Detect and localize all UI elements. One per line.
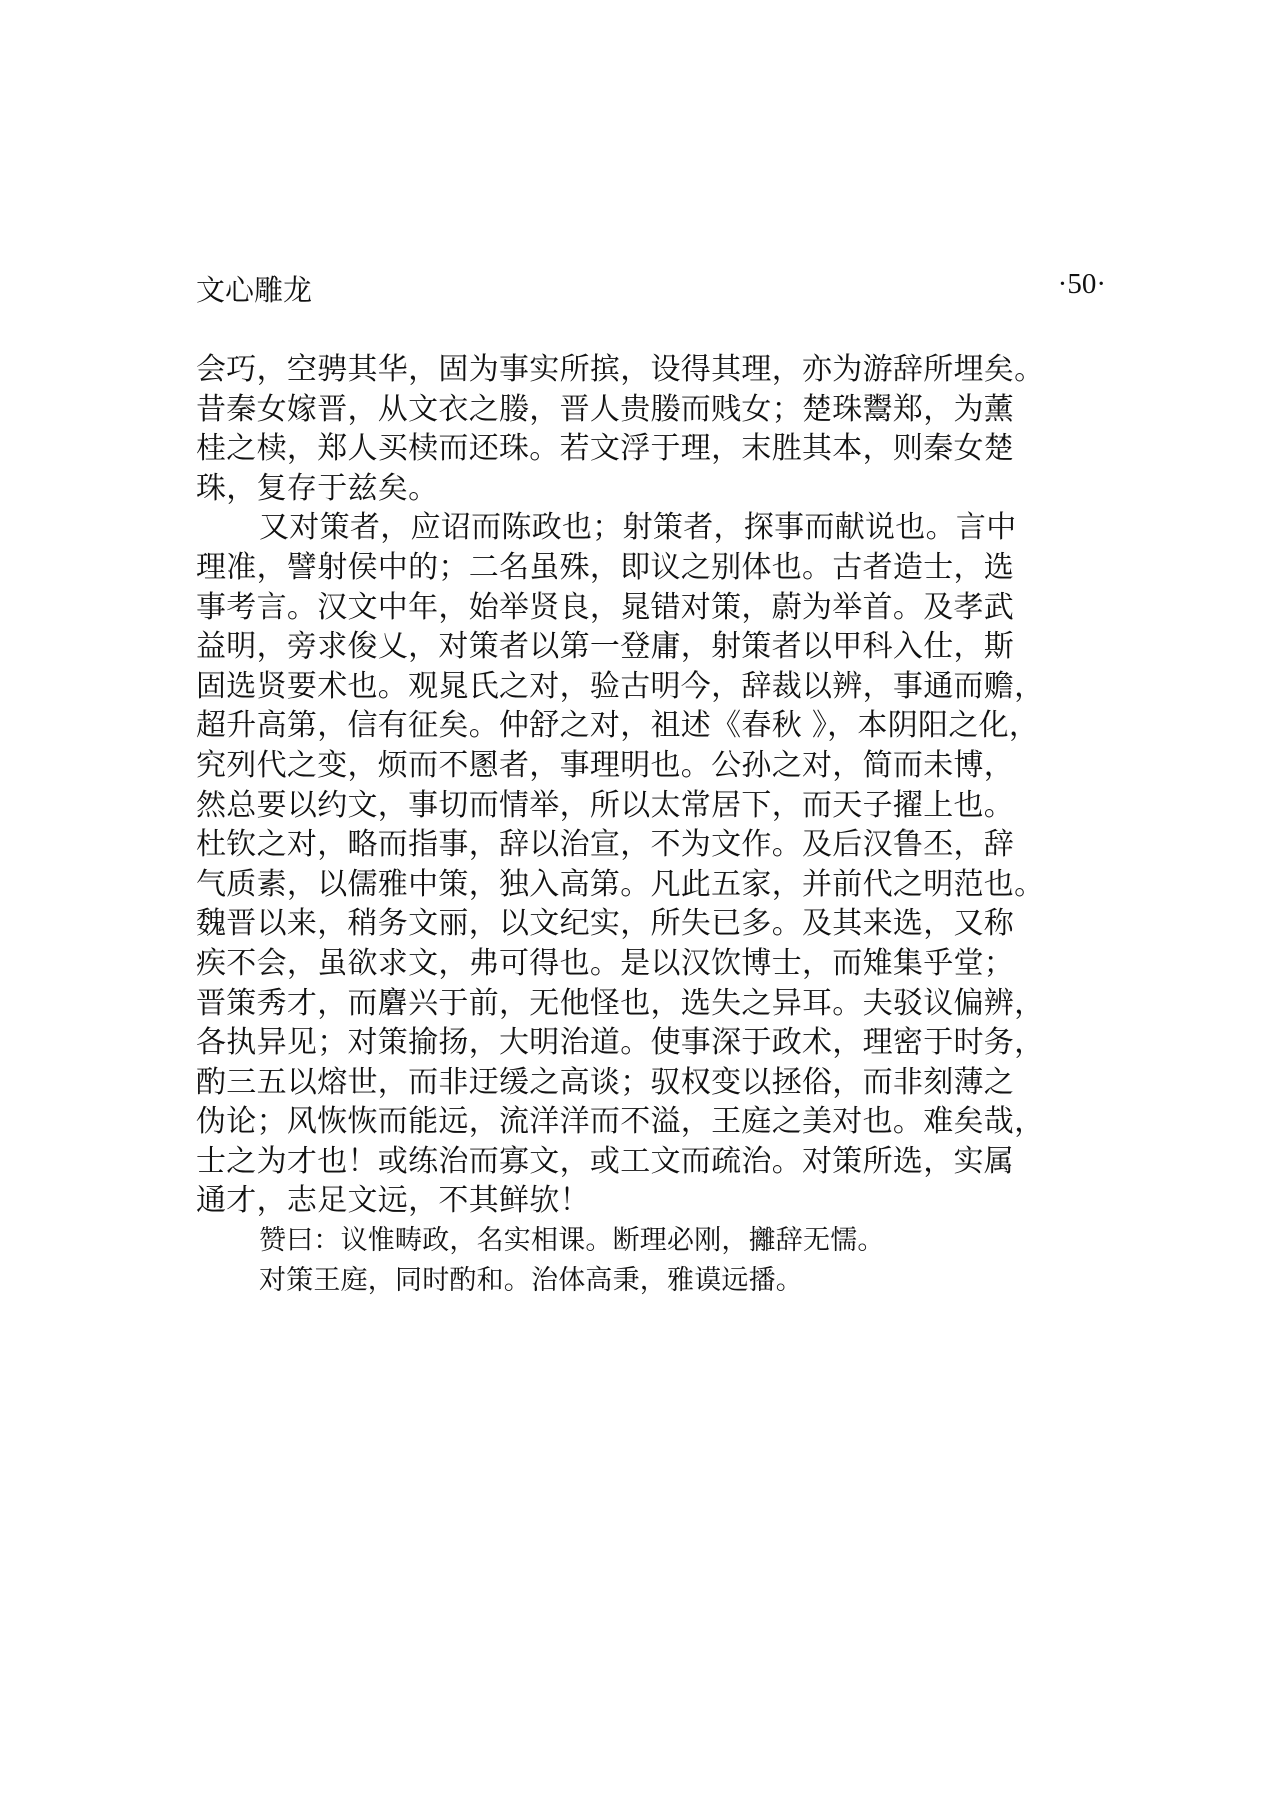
text-line: 珠，复存于兹矣。 (196, 470, 439, 506)
text-line: 伪论；风恢恢而能远，流洋洋而不溢，王庭之美对也。难矣哉， (196, 1104, 1045, 1140)
body-text (196, 350, 1111, 1300)
page-number: ·50· (1057, 268, 1106, 300)
text-line: 酌三五以熔世，而非迂缓之高谈；驭权变以拯俗，而非刻薄之 (196, 1064, 1015, 1100)
text-line: 各执异见；对策揄扬，大明治道。使事深于政术，理密于时务， (196, 1025, 1045, 1061)
text-line: 会巧，空骋其华，固为事实所摈，设得其理，亦为游辞所埋矣。 (196, 352, 1045, 387)
text-line: 气质素，以儒雅中策，独入高第。凡此五家，并前代之明范也。 (196, 866, 1045, 902)
paragraph-start-line: 又对策者，应诏而陈政也；射策者，探事而献说也。言中 (259, 510, 1017, 546)
book-title: 文心雕龙 (196, 273, 313, 307)
text-line: 疾不会，虽欲求文，弗可得也。是以汉饮博士，而雉集乎堂； (196, 945, 1015, 981)
text-line: 杜钦之对，略而指事，辞以治宣，不为文作。及后汉鲁丕，辞 (196, 827, 1015, 863)
text-line: 晋策秀才，而麏兴于前，无他怪也，选失之异耳。夫驳议偏辨， (196, 985, 1045, 1021)
text-line: 昔秦女嫁晋，从文衣之媵，晋人贵媵而贱女；楚珠鬻郑，为薰 (196, 391, 1015, 427)
eulogy-line: 赞曰：议惟畴政，名实相课。断理必刚，攡辞无懦。 (259, 1225, 885, 1257)
eulogy-line: 对策王庭，同时酌和。治体高秉，雅谟远播。 (259, 1264, 803, 1296)
text-line: 超升高第，信有征矣。仲舒之对，祖述《春秋 》，本阴阳之化， (196, 708, 1040, 744)
text-line: 士之为才也！或练治而寡文，或工文而疏治。对策所选，实属 (196, 1143, 1015, 1179)
text-line: 通才，志足文远，不其鲜欤！ (196, 1183, 590, 1219)
text-line: 固选贤要术也。观晁氏之对，验古明今，辞裁以辨，事通而赡， (196, 668, 1045, 704)
text-line: 事考言。汉文中年，始举贤良，晁错对策，蔚为举首。及孝武 (196, 589, 1015, 625)
text-line: 桂之椟，郑人买椟而还珠。若文浮于理，末胜其本，则秦女楚 (196, 431, 1015, 467)
text-line: 魏晋以来，稍务文丽，以文纪实，所失已多。及其来选，又称 (196, 906, 1015, 942)
text-line: 益明，旁求俊乂，对策者以第一登庸，射策者以甲科入仕，斯 (196, 629, 1015, 665)
text-line: 理准，譬射侯中的；二名虽殊，即议之别体也。古者造士，选 (196, 549, 1015, 585)
page-header (196, 268, 1106, 312)
text-line: 究列代之变，烦而不慁者，事理明也。公孙之对，简而未博， (196, 747, 1015, 783)
text-line: 然总要以约文，事切而情举，所以太常居下，而天子擢上也。 (196, 787, 1015, 823)
